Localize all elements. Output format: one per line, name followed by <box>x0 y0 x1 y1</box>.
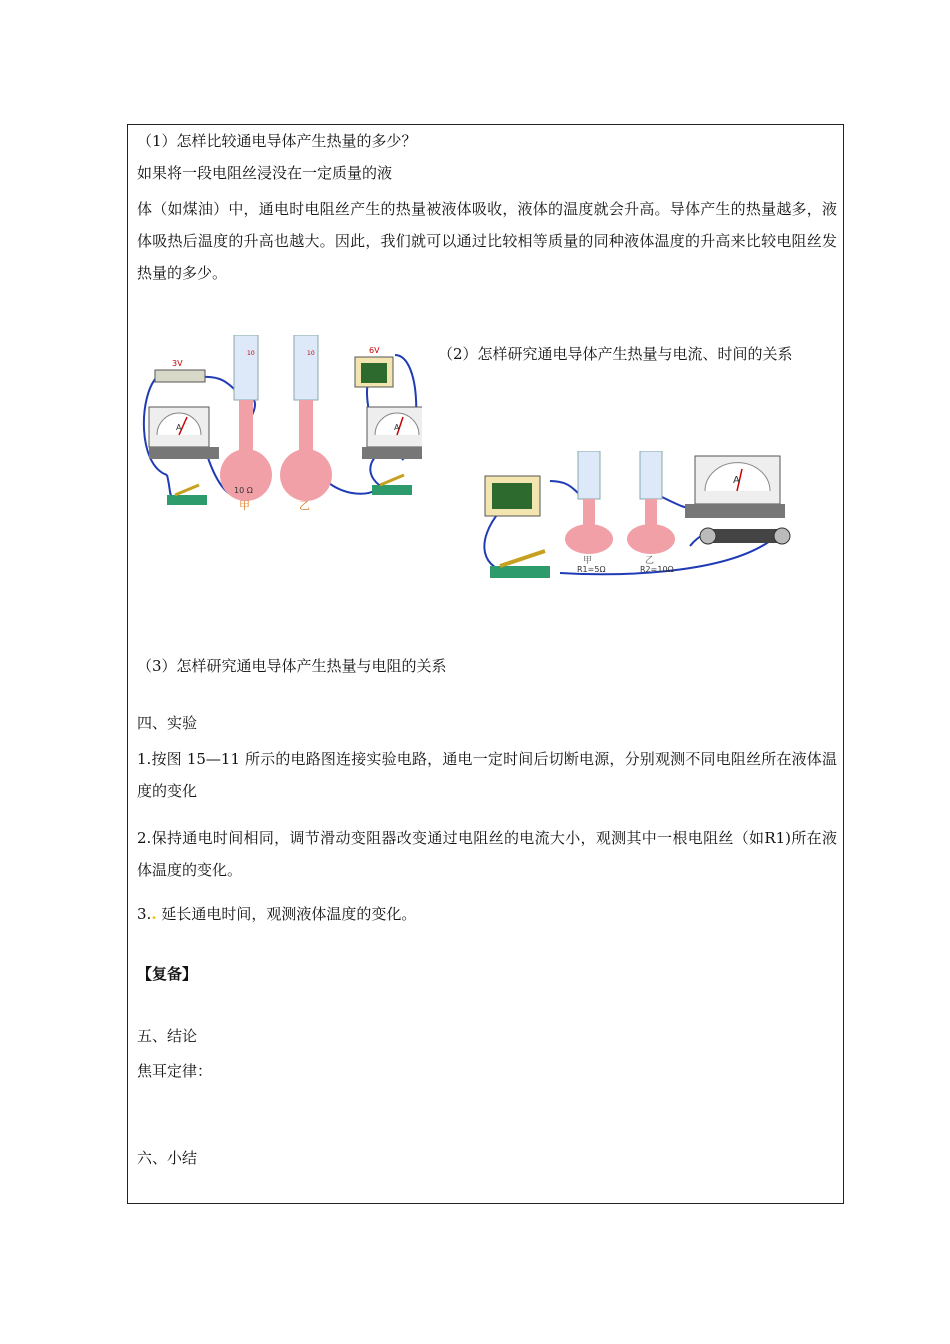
review-heading: 【复备】 <box>137 965 198 983</box>
fig2-r2-label: R2=10Ω <box>640 565 674 574</box>
battery-6v-label: 6V <box>369 346 380 355</box>
fig2-label-yi: 乙 <box>645 556 655 566</box>
flask-resistance-label: 10 Ω <box>234 486 253 495</box>
q1-paragraph: 体（如煤油）中，通电时电阻丝产生的热量被液体吸收，液体的温度就会升高。导体产生的热量越多，液体吸热后温度的升高也越大。因此，我们就可以通过比较相等质量的同种液体温度的升高来比较电阻丝发热量的多少。 <box>137 200 837 282</box>
flask-label-yi: 乙 <box>299 499 310 512</box>
fig2-r1-label: R1=5Ω <box>577 565 606 574</box>
step3-yellow-dot: . <box>151 905 157 923</box>
figure-circuit-1 <box>137 335 422 512</box>
figure-circuit-2 <box>480 451 798 580</box>
fig2-label-jia: 甲 <box>583 556 593 566</box>
step3-number: 3. <box>137 905 152 923</box>
flask-label-jia: 甲 <box>239 499 250 512</box>
svg-text:10: 10 <box>247 350 255 357</box>
q1-line1: 如果将一段电阻丝浸没在一定质量的液 <box>137 164 393 182</box>
battery-3v-label: 3V <box>172 359 183 368</box>
q2-title: （2）怎样研究通电导体产生热量与电流、时间的关系 <box>438 345 793 363</box>
section4-heading: 四、实验 <box>137 714 198 732</box>
q3-title: （3）怎样研究通电导体产生热量与电阻的关系 <box>137 657 447 675</box>
joule-law-label: 焦耳定律： <box>137 1062 213 1080</box>
section4-step1: 1.按图 15—11 所示的电路图连接实验电路，通电一定时间后切断电源，分别观测不同电阻丝所在液体温度的变化 <box>137 750 837 800</box>
fig2-ammeter-letter: A <box>733 475 740 486</box>
svg-text:10: 10 <box>307 350 315 357</box>
q1-title: （1）怎样比较通电导体产生热量的多少？ <box>137 132 417 150</box>
ammeter-2-letter: A <box>394 423 400 432</box>
section6-heading: 六、小结 <box>137 1149 198 1167</box>
step3-text: 延长通电时间，观测液体温度的变化。 <box>156 905 417 923</box>
section4-step2: 2.保持通电时间相同，调节滑动变阻器改变通过电阻丝的电流大小，观测其中一根电阻丝（如R1)所在液体温度的变化。 <box>137 829 837 879</box>
ammeter-1-letter: A <box>176 423 182 432</box>
section5-heading: 五、结论 <box>137 1027 198 1045</box>
section4-step3 <box>137 904 416 924</box>
